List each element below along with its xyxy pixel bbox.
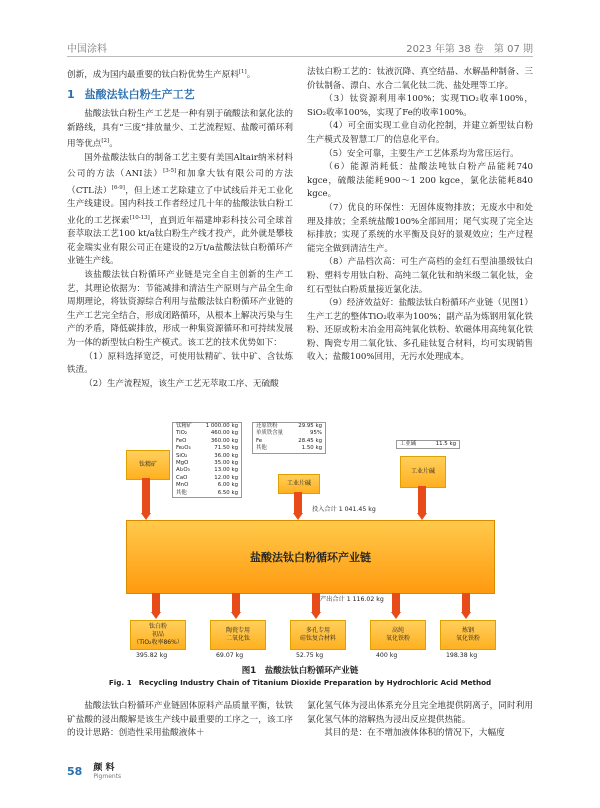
table-row: SiO₂ 36.00 kg: [176, 452, 238, 459]
output-mass: 69.07 kg: [216, 652, 244, 659]
input-arrow: [142, 478, 150, 514]
paragraph: （3）钛资源利用率100%；实现TiO₂收率100%，SiO₂收率100%，实现了Fe的收率100%。: [307, 94, 533, 118]
paragraph: 氯化氢气体为浸出体系充分且完全地提供阴离子，同时利用氯化氢气体的溶解热为浸出反应提供热能。: [307, 701, 533, 725]
paragraph: 其目的是：在不增加液体体积的情况下，大幅度: [324, 728, 505, 739]
alkali-left-box: 工业片碱: [278, 474, 320, 494]
journal-name: 中国涂料: [67, 44, 107, 55]
paragraph: （7）优良的环保性：无固体废物排放；无废水中和处理及排放；全系统盐酸100%全部回用；尾气实现了完全达标排放；实现了系统的水平衡及良好的景观效应；生产过程能完全做到清洁生产。: [307, 202, 533, 254]
output-arrow: [152, 593, 160, 613]
output-arrow: [232, 593, 240, 613]
reduce-table: [252, 422, 326, 454]
left-column: [67, 66, 293, 391]
caption-en: Fig. 1 Recycling Industry Chain of Titanium Dioxide Preparation by Hydrochloric Acid Method: [108, 678, 492, 687]
input-total: 投入合计 1 041.45 kg: [312, 506, 376, 513]
main-process-box: 盐酸法钛白粉循环产业链: [126, 520, 495, 594]
table-row: FeO 360.00 kg: [176, 437, 238, 444]
output-mass: 400 kg: [376, 652, 398, 659]
input-arrow-tip: [293, 513, 303, 520]
table-row: CaO 12.00 kg: [176, 474, 238, 481]
table-row: MnO 6.00 kg: [176, 482, 238, 489]
caption-cn: 图1 盐酸法钛白粉循环产业链: [241, 666, 359, 676]
paragraph: 创新，成为国内最重要的钛白粉优势生产原料[1]。: [67, 69, 256, 80]
output-box: 陶瓷专用 二氧化钛: [210, 620, 266, 650]
right-column: [307, 66, 533, 365]
output-box: 钛白粉 初品 （TiO₂收率86%）: [130, 620, 186, 650]
output-mass: 52.75 kg: [296, 652, 324, 659]
output-box: 高纯 氧化铁粉: [370, 620, 426, 650]
table-row: TiO₂ 460.00 kg: [176, 430, 238, 437]
paragraph: 盐酸法钛白粉循环产业链固体原料产品质量平衡，钛铁矿盐酸的浸出酸解是该生产线中最重要的工序之一，该工序的设计思路：创造性采用盐酸液体＋: [67, 701, 293, 739]
table-row: 其他 6.50 kg: [176, 489, 238, 496]
table-row: Fe₂O₃ 71.50 kg: [176, 445, 238, 452]
paragraph: （6）能源消耗低：盐酸法吨钛白粉产品能耗740 kgce，硫酸法能耗900～1 200 kgce，氯化法能耗840 kgce。: [307, 162, 533, 200]
output-arrow: [312, 593, 320, 613]
output-arrow-tip: [391, 612, 401, 619]
table-row: 其他 1.50 kg: [256, 445, 322, 452]
output-arrow: [462, 593, 470, 613]
table-row: 还原铁粉 29.95 kg: [256, 423, 322, 429]
paragraph: （8）产品档次高：可生产高档的金红石型油墨级钛白粉、塑料专用钛白粉、高纯二氧化钛和纳米级二氧化钛，金红石型钛白粉质量接近氯化法。: [307, 257, 533, 295]
output-arrow-tip: [461, 612, 471, 619]
footer-journal: 颜 料: [93, 763, 115, 773]
paragraph: （4）可全面实现工业自动化控制，并建立新型钛白粉生产模式及智慧工厂的信息化平台。: [307, 121, 533, 145]
page-number: 58: [67, 765, 83, 778]
paragraph: （9）经济效益好：盐酸法钛白粉循环产业链（见图1）生产工艺的整体TiO₂收率为100%；副产品为炼钢用氧化铁粉、还原或粉末冶金用高纯氧化铁粉、软磁体用高纯氧化铁粉、陶瓷专用二氧化钛、多孔硅钛复合材料，均可实现销售收入；盐酸100%回用，无污水处理成本。: [307, 298, 533, 363]
bottom-right-text: [307, 700, 533, 741]
table-row: MgO 35.00 kg: [176, 460, 238, 467]
input-arrow-tip: [141, 513, 151, 520]
output-arrow-tip: [311, 612, 321, 619]
section-heading: 1 盐酸法钛白粉生产工艺: [67, 88, 195, 102]
paragraph: （2）生产流程短，该生产工艺无萃取工序、无硫酸: [84, 378, 279, 389]
table-row: 钛精矿 1 000.00 kg: [176, 423, 238, 429]
table-row: Fe 28.45 kg: [256, 437, 322, 444]
output-box: 炼钢 氧化铁粉: [440, 620, 496, 650]
output-mass: 395.82 kg: [136, 652, 168, 659]
input-arrow-tip: [417, 513, 427, 520]
paragraph: 法钛白粉工艺的：钛液沉降、真空结晶、水解晶种制备、三价钛制备、漂白、水合二氧化钛二洗、盐处理等工序。: [307, 67, 533, 91]
output-arrow-tip: [151, 612, 161, 619]
bottom-left-text: [67, 700, 293, 741]
issue-info: 2023 年第 38 卷 第 07 期: [406, 44, 533, 55]
output-total: 产出合计 1 116.02 kg: [320, 596, 384, 603]
flow-diagram: [100, 422, 520, 662]
output-arrow: [392, 593, 400, 613]
ore-table: [172, 422, 242, 498]
output-box: 多孔专用 硅钛复合材料: [290, 620, 346, 650]
paragraph: 盐酸法钛白粉生产工艺是一种有别于硫酸法和氯化法的新路线，具有“三废”排放量少、工艺流程短、盐酸可循环利用等优点[2]。: [67, 109, 293, 150]
ore-box: 钛精矿: [126, 450, 170, 480]
table-row: Al₂O₃ 13.00 kg: [176, 467, 238, 474]
footer: [67, 760, 121, 780]
paragraph: 国外盐酸法钛白的制备工艺主要有美国Altair纳米材料公司的方法（ANI法）[3-5]和加拿大钛有限公司的方法（CTL法）[6-9]，但上述工艺除建立了中试线后并无工业化生产线建设。国内科技工作者经过几十年的盐酸法钛白粉工业化的工艺探索[10-13]，直到近年福建坤彩科技公司全球首套萃取法工艺100 kt/a钛白粉生产线才投产，此外就是攀枝花金瑞实业有限公司正在建设的2万t/a盐酸法钛白粉循环产业链生产线。: [67, 152, 293, 267]
alkali-right-box: 工业片碱: [400, 456, 446, 488]
alkali-table: [396, 440, 460, 449]
input-arrow: [418, 486, 426, 514]
paragraph: （5）安全可靠，主要生产工艺体系均为常压运行。: [324, 148, 519, 159]
footer-sub: Pigments: [93, 773, 122, 780]
output-mass: 198.38 kg: [446, 652, 478, 659]
paragraph: （1）原料选择宽泛，可使用钛精矿、钛中矿、含钛炼铁渣。: [67, 351, 293, 376]
input-arrow: [294, 492, 302, 514]
table-row: 单质铁含量 95%: [256, 430, 322, 437]
output-arrow-tip: [231, 612, 241, 619]
table-row: 工业碱 11.5 kg: [400, 441, 456, 447]
header-rule: [67, 56, 533, 57]
paragraph: 该盐酸法钛白粉循环产业链是完全自主创新的生产工艺，其理论依据为：节能减排和清洁生产原则与产品全生命周期理论，将钛资源综合利用与盐酸法钛白粉循环产业链的生产工艺完全结合，形成闭路循环，从根本上解决污染与生产的矛盾，降低碳排放，形成一种集资源循环和可持续发展为一体的新型钛白粉生产模式。该工艺的技术优势如下：: [67, 270, 293, 348]
